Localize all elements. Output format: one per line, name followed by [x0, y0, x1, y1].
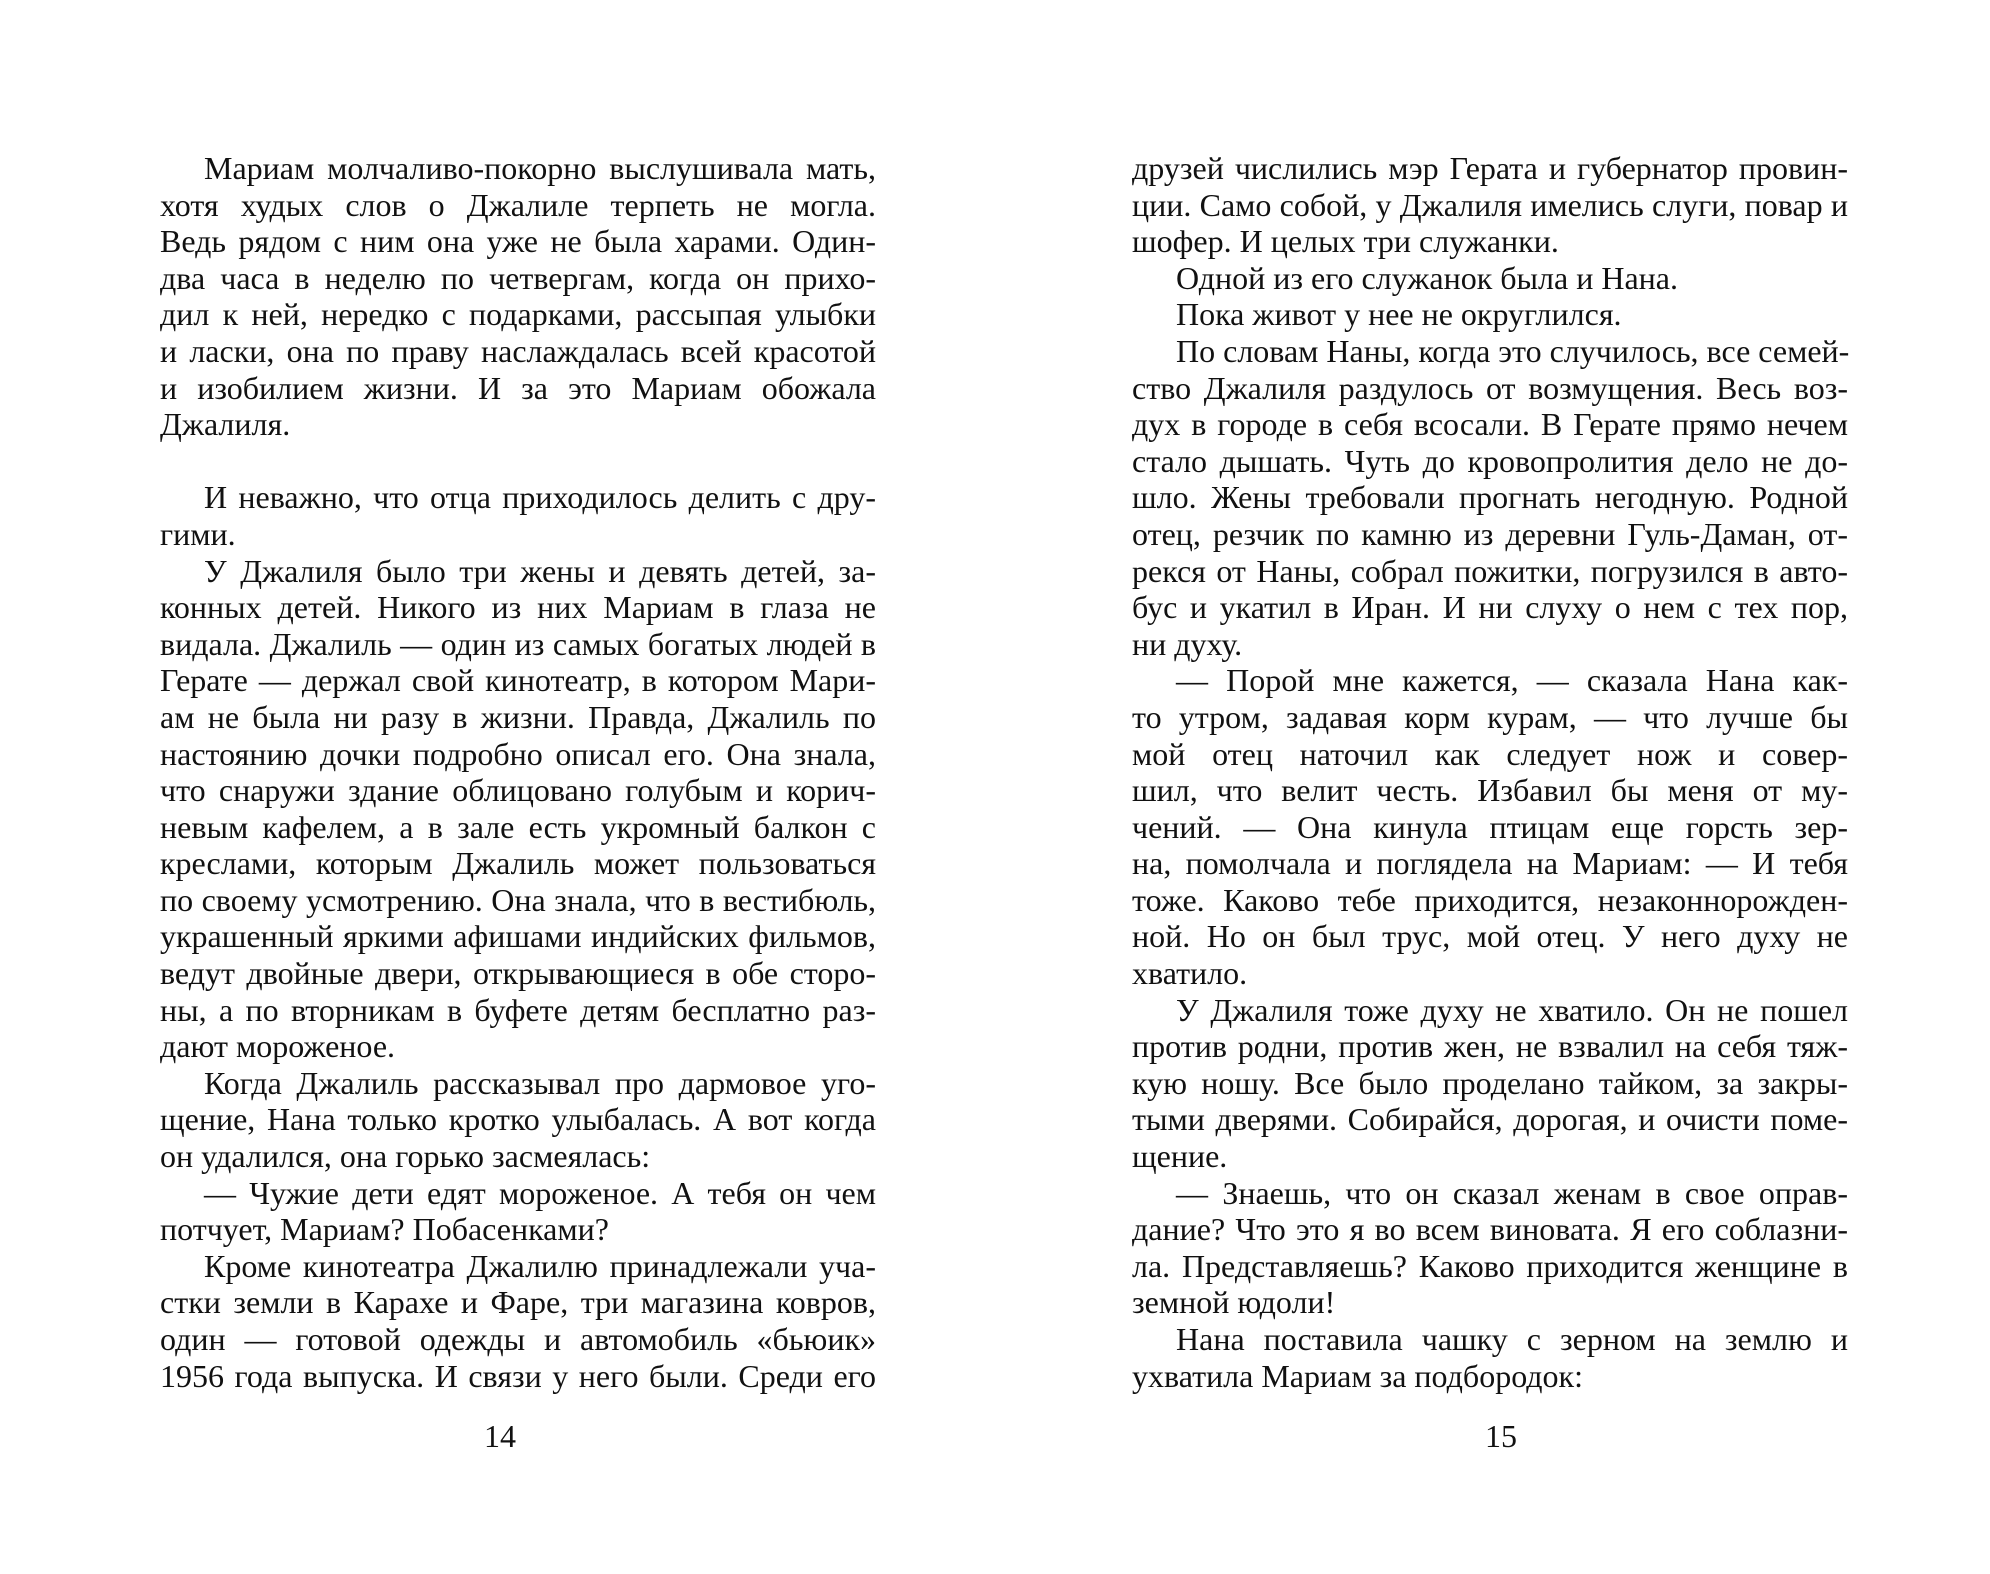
text-line: щение. [1132, 1138, 1228, 1175]
text-line: дание? Что это я во всем виновата. Я его соблазни- [1132, 1211, 1848, 1248]
text-line: У Джалиля тоже духу не хватило. Он не пошел [1176, 991, 1848, 1028]
text-line: ведут двойные двери, открывающиеся в обе сторо- [160, 955, 876, 992]
text-line: ны, а по вторникам в буфете детям бесплатно раз- [160, 991, 876, 1028]
text-line: — Знаешь, что он сказал женам в свое оправ- [1176, 1174, 1848, 1211]
text-line: Нана поставила чашку с зерном на землю и [1176, 1321, 1848, 1357]
text-line: то утром, задавая корм курам, — что лучше бы [1132, 698, 1848, 735]
text-line: — Порой мне кажется, — сказала Нана как- [1176, 662, 1848, 699]
text-line: видала. Джалиль — один из самых богатых людей в [160, 625, 876, 662]
text-line: 1956 года выпуска. И связи у него были. Среди его [160, 1357, 876, 1394]
text-line: ухватила Мариам за подбородок: [1132, 1357, 1583, 1394]
text-line: рекся от Наны, собрал пожитки, погрузился в авто- [1132, 552, 1848, 589]
text-line: на, помолчала и поглядела на Мариам: — И тебя [1132, 845, 1848, 882]
text-line: потчует, Мариам? Побасенками? [160, 1211, 609, 1248]
text-line: Одной из его служанок была и Нана. [1176, 259, 1678, 296]
text-line: он удалился, она горько засмеялась: [160, 1138, 651, 1175]
text-line: ции. Само собой, у Джалиля имелись слуги, повар и [1132, 186, 1848, 223]
text-line: дух в городе в себя всосали. В Герате прямо нечем [1132, 406, 1848, 443]
text-line: тыми дверями. Собирайся, дорогая, и очисти поме- [1132, 1101, 1848, 1138]
text-line: ни духу. [1132, 625, 1243, 662]
text-line: хотя худых слов о Джалиле терпеть не могла. [160, 186, 876, 223]
text-line: ла. Представляешь? Каково приходится женщине в [1132, 1247, 1848, 1284]
text-line: И неважно, что отца приходилось делить с дру- [204, 479, 876, 516]
text-line: стки земли в Карахе и Фаре, три магазина ковров, [160, 1284, 876, 1321]
text-line: чений. — Она кинула птицам еще горсть зер- [1132, 808, 1848, 845]
text-line: по своему усмотрению. Она знала, что в вестибюль, [160, 881, 876, 918]
text-line: отец, резчик по камню из деревни Гуль-Даман, от- [1132, 515, 1848, 552]
text-line: что снаружи здание облицовано голубым и корич- [160, 772, 876, 809]
text-line: щение, Нана только кротко улыбалась. А вот когда [160, 1101, 876, 1138]
text-line: два часа в неделю по четвергам, когда он прихо- [160, 259, 876, 296]
text-line: Мариам молчаливо-покорно выслушивала мать, [204, 150, 876, 186]
text-line: друзей числились мэр Герата и губернатор провин- [1132, 150, 1848, 186]
text-line: и изобилием жизни. И за это Мариам обожала [160, 369, 876, 406]
text-line: шло. Жены требовали прогнать негодную. Родной [1132, 479, 1848, 516]
text-line: шил, что велит честь. Избавил бы меня от му- [1132, 772, 1848, 809]
text-line: шофер. И целых три служанки. [1132, 223, 1559, 260]
right-page-text [1132, 150, 1848, 1394]
text-line: невым кафелем, а в зале есть укромный балкон с [160, 808, 876, 845]
text-line: земной юдоли! [1132, 1284, 1336, 1321]
text-line: стало дышать. Чуть до кровопролития дело не до- [1132, 442, 1848, 479]
text-line: кую ношу. Все было проделано тайком, за закры- [1132, 1064, 1848, 1101]
text-line: и ласки, она по праву наслаждалась всей красотой [160, 332, 876, 369]
text-line: ам не была ни разу в жизни. Правда, Джалиль по [160, 698, 876, 735]
text-line: креслами, которым Джалиль может пользоваться [160, 845, 876, 882]
text-line: хватило. [1132, 955, 1248, 992]
text-line: Джалиля. [160, 406, 291, 443]
text-line [160, 443, 876, 480]
text-line: У Джалиля было три жены и девять детей, за- [204, 552, 876, 589]
right-page-number: 15 [1485, 1418, 1517, 1454]
text-line: против родни, против жен, не взвалил на себя тяж- [1132, 1028, 1848, 1065]
text-line: дил к ней, нередко с подарками, рассыпая улыбки [160, 296, 876, 333]
text-line: ной. Но он был трус, мой отец. У него духу не [1132, 918, 1848, 955]
left-page-text [160, 150, 876, 1394]
text-line: дают мороженое. [160, 1028, 396, 1065]
text-line: украшенный яркими афишами индийских фильмов, [160, 918, 876, 955]
text-line: конных детей. Никого из них Мариам в глаза не [160, 589, 876, 626]
left-page [160, 150, 876, 1394]
text-line: Герате — держал свой кинотеатр, в котором Мари- [160, 662, 876, 699]
text-line: Кроме кинотеатра Джалилю принадлежали уча- [204, 1247, 876, 1284]
text-line: По словам Наны, когда это случилось, все семей- [1176, 332, 1850, 369]
text-line: Когда Джалиль рассказывал про дармовое уго- [204, 1064, 876, 1101]
text-line: Ведь рядом с ним она уже не была харами. Один- [160, 223, 876, 260]
text-line: мой отец наточил как следует нож и совер- [1132, 735, 1848, 772]
text-line: один — готовой одежды и автомобиль «бьюик» [160, 1321, 876, 1357]
left-page-number: 14 [484, 1418, 516, 1454]
text-line: бус и укатил в Иран. И ни слуху о нем с тех пор, [1132, 589, 1848, 626]
text-line: гими. [160, 515, 236, 552]
text-line: Пока живот у нее не округлился. [1176, 296, 1622, 333]
text-line: тоже. Каково тебе приходится, незаконнорожден- [1132, 881, 1848, 918]
text-line: настоянию дочки подробно описал его. Она знала, [160, 735, 876, 772]
text-line: ство Джалиля раздулось от возмущения. Весь воз- [1132, 369, 1848, 406]
text-line: — Чужие дети едят мороженое. А тебя он чем [204, 1174, 876, 1211]
right-page [1132, 150, 1848, 1394]
